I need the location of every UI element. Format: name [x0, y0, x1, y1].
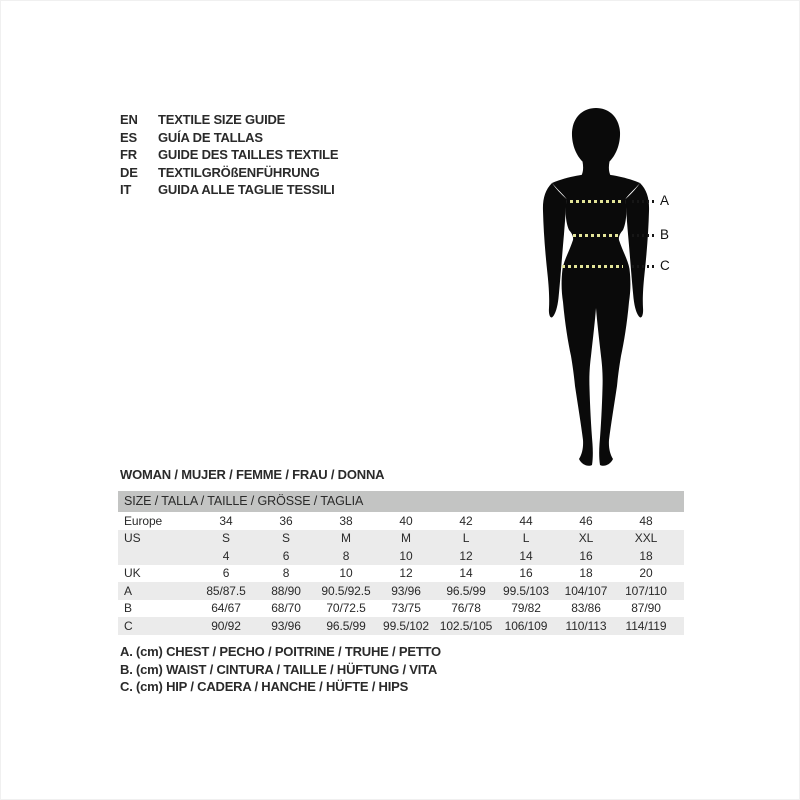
size-value-cell: 99.5/103 — [503, 583, 549, 598]
size-value-cell: 44 — [519, 513, 533, 528]
size-value-cell: 8 — [342, 548, 350, 563]
table-row — [118, 547, 684, 565]
size-value-cell: 6 — [222, 566, 230, 581]
size-value-cell: S — [222, 531, 230, 546]
language-code: FR — [120, 147, 137, 163]
waist-body-dots — [573, 234, 619, 237]
measurement-line-chest — [0, 193, 800, 208]
chest-link-dots — [632, 200, 655, 203]
legend-line: C. (cm) HIP / CADERA / HANCHE / HÜFTE / HIPS — [120, 679, 409, 695]
table-row — [118, 582, 684, 600]
language-row — [120, 146, 338, 164]
size-value-cell: 93/96 — [271, 618, 301, 633]
measurement-label-c: C — [660, 258, 670, 273]
language-title: GUIDE DES TAILLES TEXTILE — [158, 147, 339, 163]
size-value-cell: 12 — [459, 548, 473, 563]
row-label: B — [124, 601, 132, 616]
size-table-header: SIZE / TALLA / TAILLE / GRÖSSE / TAGLIA — [118, 491, 684, 512]
size-value-cell: 6 — [282, 548, 290, 563]
measurement-label-a: A — [660, 193, 670, 208]
size-value-cell: 8 — [282, 566, 290, 581]
legend-line: A. (cm) CHEST / PECHO / POITRINE / TRUHE / PETTO — [120, 644, 441, 660]
size-value-cell: L — [522, 531, 530, 546]
size-value-cell: L — [462, 531, 470, 546]
size-value-cell: 14 — [519, 548, 533, 563]
table-row — [118, 600, 684, 618]
measurement-line-hip — [0, 258, 800, 273]
size-value-cell: 70/72.5 — [326, 601, 366, 616]
language-row — [120, 111, 338, 129]
language-title: TEXTILGRÖßENFÜHRUNG — [158, 164, 320, 180]
row-label: C — [124, 618, 133, 633]
size-value-cell: XL — [578, 531, 594, 546]
size-value-cell: 90.5/92.5 — [321, 583, 371, 598]
size-value-cell: 16 — [579, 548, 593, 563]
size-value-cell: 107/110 — [625, 583, 667, 598]
size-value-cell: 36 — [279, 513, 293, 528]
size-value-cell: 20 — [639, 566, 653, 581]
size-value-cell: 83/86 — [571, 601, 601, 616]
size-value-cell: 79/82 — [511, 601, 541, 616]
size-value-cell: 68/70 — [271, 601, 301, 616]
table-row — [118, 530, 684, 548]
table-row — [118, 617, 684, 635]
size-table — [118, 491, 684, 635]
size-value-cell: 48 — [639, 513, 653, 528]
size-value-cell: 40 — [399, 513, 413, 528]
woman-silhouette-figure — [528, 106, 668, 474]
measurement-label-b: B — [660, 227, 670, 242]
language-title: GUIDA ALLE TAGLIE TESSILI — [158, 182, 335, 198]
size-value-cell: 102.5/105 — [439, 618, 493, 633]
language-row — [120, 129, 338, 147]
size-value-cell: S — [282, 531, 290, 546]
language-title: GUÍA DE TALLAS — [158, 129, 263, 145]
language-code: IT — [120, 182, 132, 198]
language-row — [120, 181, 338, 199]
size-value-cell: 14 — [459, 566, 473, 581]
size-value-cell: 42 — [459, 513, 473, 528]
size-value-cell: 90/92 — [211, 618, 241, 633]
hip-body-dots — [562, 265, 623, 268]
language-title-list — [120, 111, 338, 199]
size-value-cell: 10 — [399, 548, 413, 563]
size-value-cell: 4 — [222, 548, 230, 563]
size-value-cell: 18 — [639, 548, 653, 563]
size-value-cell: 96.5/99 — [326, 618, 366, 633]
language-code: EN — [120, 112, 138, 128]
woman-silhouette-svg — [528, 106, 668, 474]
size-value-cell: 96.5/99 — [446, 583, 486, 598]
measurement-legend — [120, 643, 441, 696]
size-value-cell: 110/113 — [565, 618, 607, 633]
size-value-cell: 87/90 — [631, 601, 661, 616]
size-value-cell: 99.5/102 — [383, 618, 429, 633]
language-code: ES — [120, 129, 137, 145]
size-value-cell: 16 — [519, 566, 533, 581]
table-row — [118, 512, 684, 530]
size-value-cell: 104/107 — [564, 583, 608, 598]
row-label: A — [124, 583, 132, 598]
size-value-cell: 93/96 — [391, 583, 421, 598]
size-value-cell: 38 — [339, 513, 353, 528]
row-label: UK — [124, 566, 141, 581]
size-value-cell: 76/78 — [451, 601, 481, 616]
language-row — [120, 164, 338, 182]
size-value-cell: 18 — [579, 566, 593, 581]
language-title: TEXTILE SIZE GUIDE — [158, 112, 286, 128]
language-code: DE — [120, 164, 138, 180]
size-value-cell: 34 — [219, 513, 233, 528]
size-value-cell: M — [341, 531, 351, 546]
measurement-line-waist — [0, 227, 800, 242]
row-label: US — [124, 531, 141, 546]
size-value-cell: 10 — [339, 566, 353, 581]
size-value-cell: 73/75 — [391, 601, 421, 616]
size-value-cell: XXL — [634, 531, 658, 546]
silhouette-head — [572, 108, 620, 178]
size-table-body — [118, 512, 684, 635]
table-row — [118, 565, 684, 583]
size-value-cell: 85/87.5 — [206, 583, 246, 598]
hip-link-dots — [632, 265, 655, 268]
size-value-cell: 88/90 — [271, 583, 301, 598]
size-value-cell: 46 — [579, 513, 593, 528]
legend-line: B. (cm) WAIST / CINTURA / TAILLE / HÜFTUNG / VITA — [120, 661, 438, 677]
size-value-cell: 12 — [399, 566, 413, 581]
size-value-cell: 114/119 — [625, 618, 667, 633]
chest-body-dots — [570, 200, 624, 203]
size-value-cell: M — [401, 531, 411, 546]
size-value-cell: 106/109 — [504, 618, 548, 633]
section-title-woman: WOMAN / MUJER / FEMME / FRAU / DONNA — [120, 467, 385, 482]
size-value-cell: 64/67 — [211, 601, 241, 616]
waist-link-dots — [632, 234, 655, 237]
row-label: Europe — [124, 513, 163, 528]
